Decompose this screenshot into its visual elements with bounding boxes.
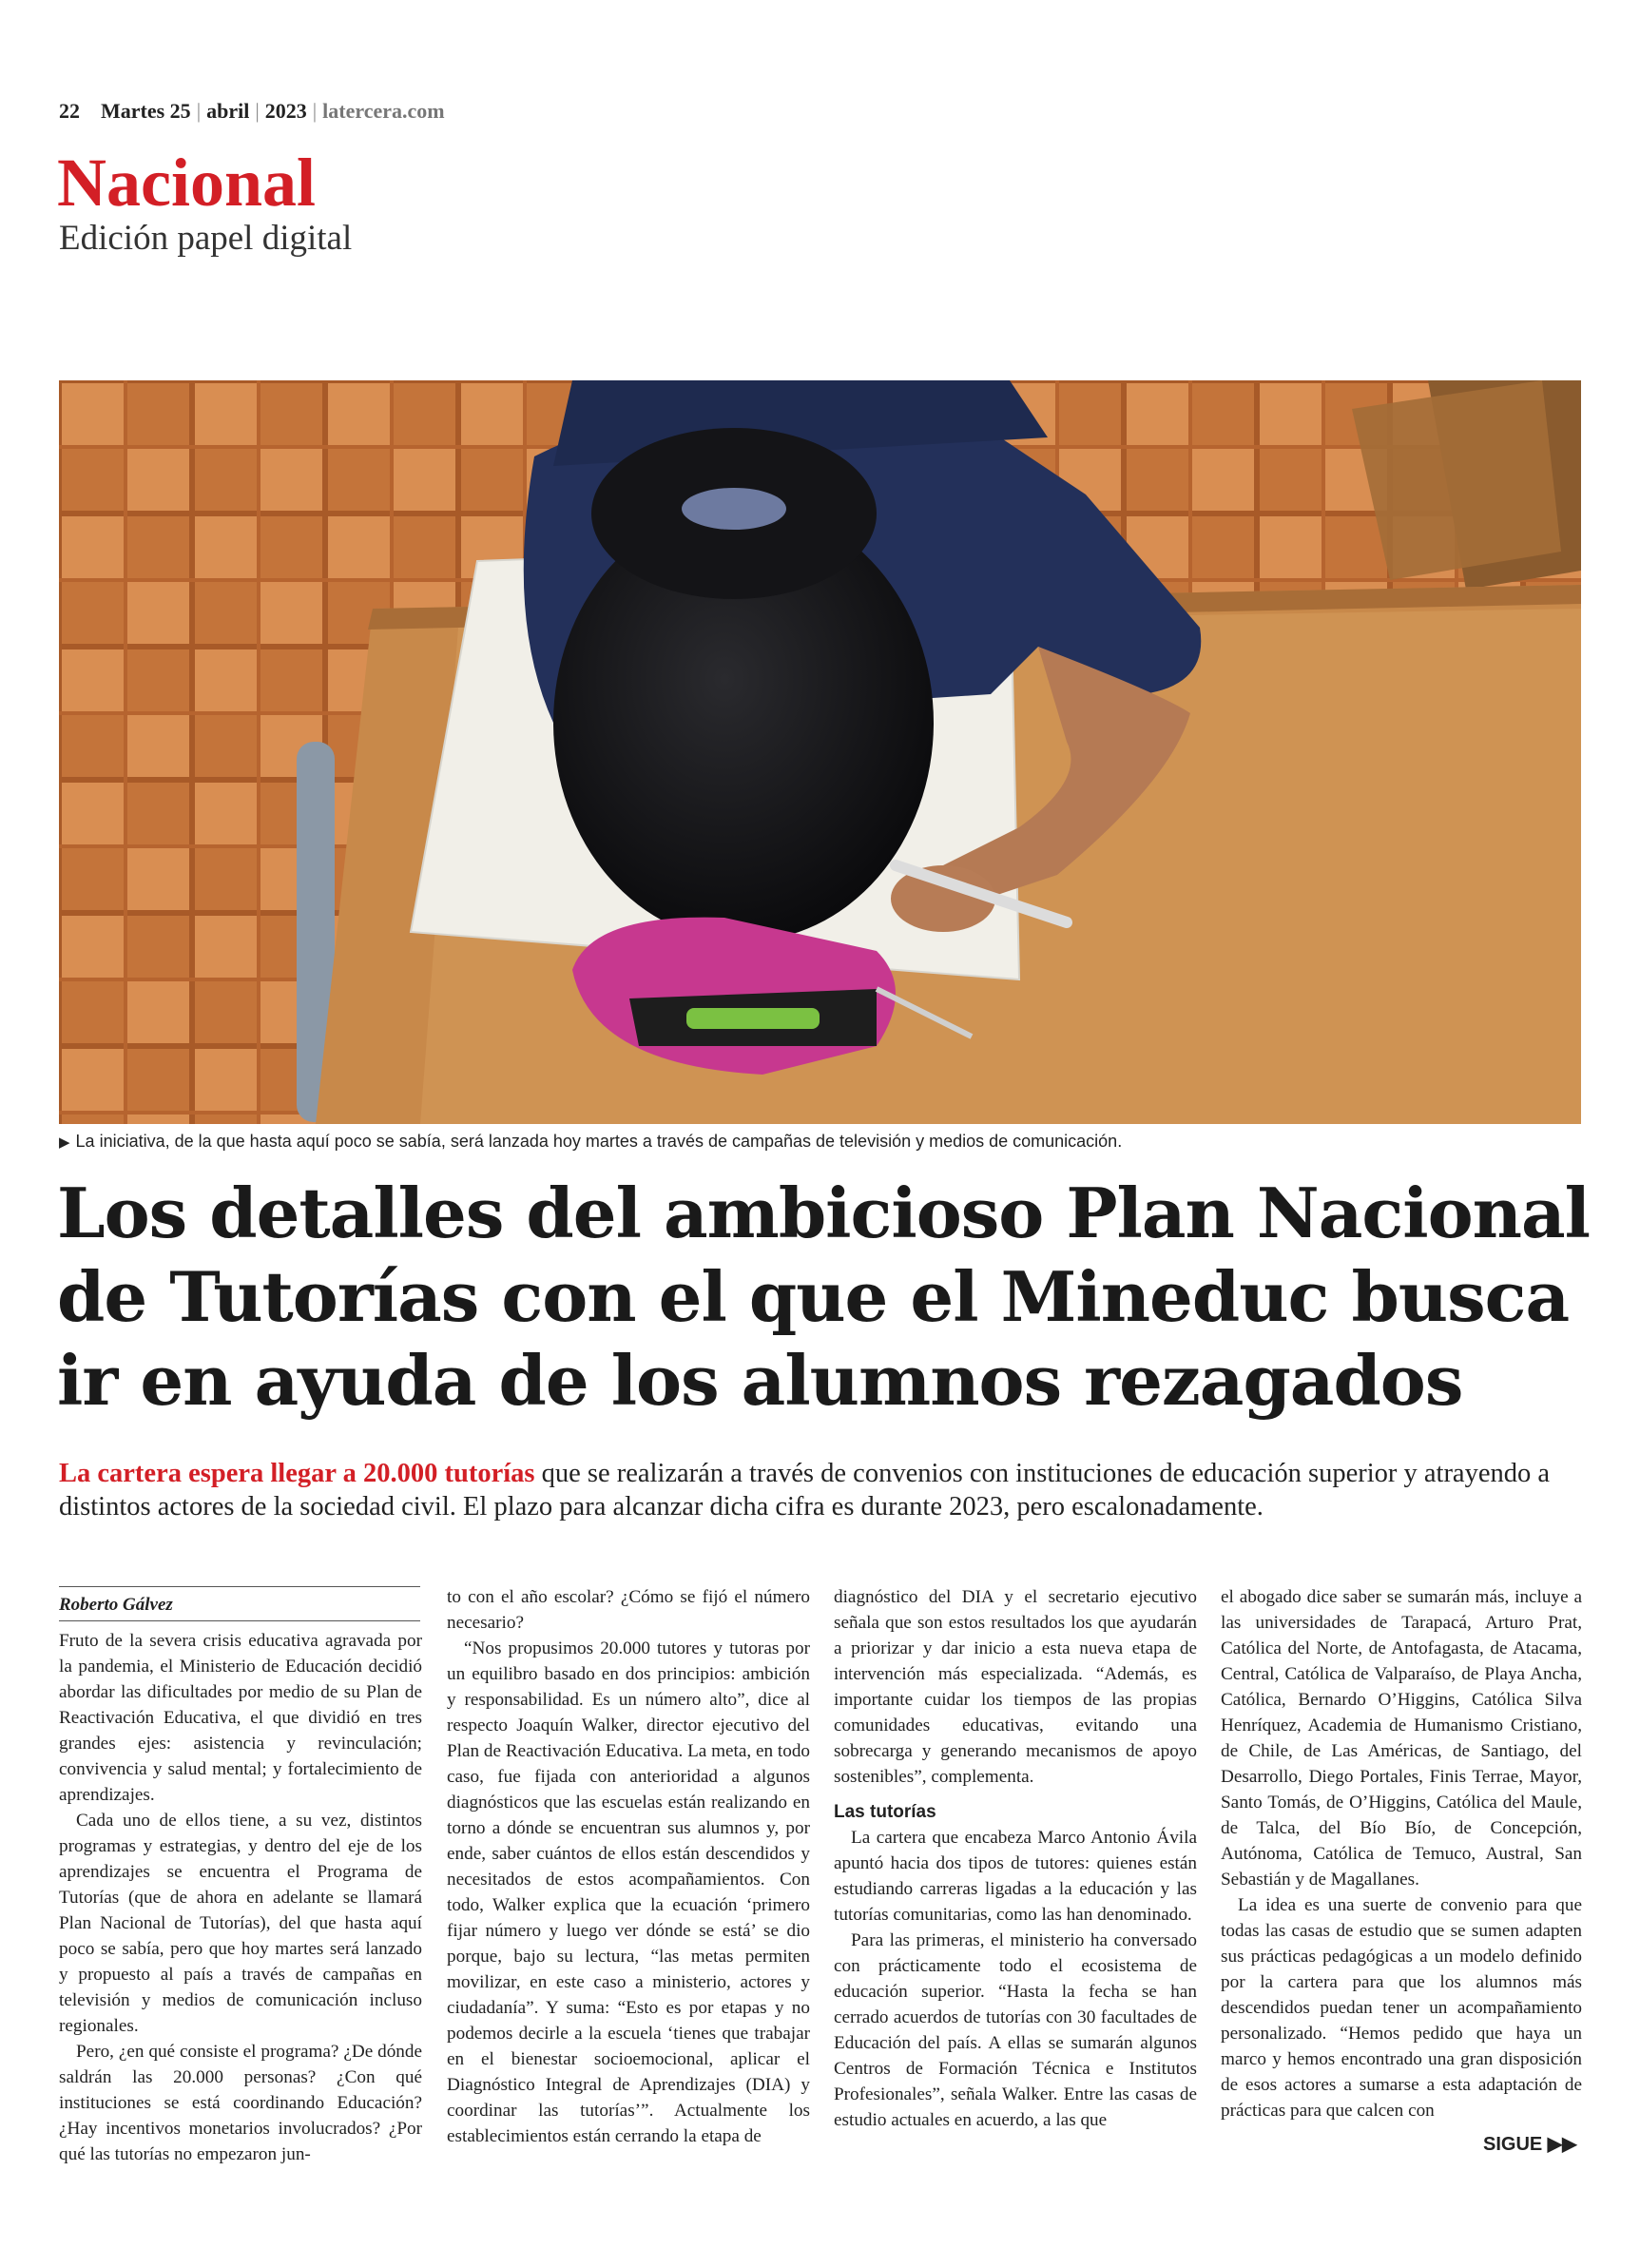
lede-highlight: La cartera espera llegar a 20.000 tutorías: [59, 1459, 535, 1488]
body-column-1: [59, 1628, 422, 2167]
body-column-2: [447, 1584, 810, 2149]
edition-label: Edición papel digital: [59, 219, 353, 258]
date-year: 2023: [264, 99, 307, 123]
body-column-3: [834, 1584, 1197, 2133]
caption-text: La iniciativa, de la que hasta aquí poco se sabía, será lanzada hoy martes a través de campañas de televisión y medios de comunicación.: [75, 1132, 1123, 1151]
date-weekday: Martes 25: [101, 99, 191, 123]
paragraph: el abogado dice saber se sumarán más, incluye a las universidades de Tarapacá, Arturo Prat, Católica del Norte, de Antofagasta, de Atacama, Central, Católica de Valparaíso, de Playa Ancha, Católica, Bernardo O’Higgins, Católica Silva Henríquez, Academia de Humanismo Cristiano, de Chile, de Las Américas, de Santiago, del Desarrollo, Diego Portales, Finis Terrae, Mayor, Santo Tomás, de O’Higgins, Católica del Maule, de Talca, del Bío Bío, de Concepción, Autónoma, Católica de Temuco, Austral, San Sebastián y de Magallanes.: [1221, 1587, 1582, 1890]
body-column-4: [1221, 1584, 1582, 2123]
article-lede: [59, 1457, 1580, 1523]
headline-line-2: de Tutorías con el que el Mineduc busca: [57, 1256, 1570, 1337]
paragraph: Cada uno de ellos tiene, a su vez, distintos programas y estrategias, y dentro del eje de los aprendizajes se encuentra el Programa de Tutorías (que de ahora en adelante se llamará Plan Nacional de Tutorías), del que hasta aquí poco se sabía, pero que hoy martes será lanzado y propuesto al país a través de campañas en televisión y medios de comunicación incluso regionales.: [59, 1811, 422, 2036]
subheading: Las tutorías: [834, 1802, 936, 1822]
caption-arrow-icon: ▶: [59, 1134, 70, 1151]
paragraph: “Nos propusimos 20.000 tutores y tutoras por un equilibro basado en dos principios: ambición y responsabilidad. Es un número alto”, dice al respecto Joaquín Walker, director ejecutivo del Plan de Reactivación Educativa. La meta, en todo caso, fue fijada con anterioridad a algunos diagnósticos que las escuelas están realizando en torno a dónde se encuentran sus alumnos y, por ende, saber cuántos de ellos están descendidos y necesitados de estos acompañamientos. Con todo, Walker explica que la ecuación ‘primero fijar número y luego ver dónde se está’ se dio porque, bajo su lectura, “las metas permiten movilizar, en este caso a ministerio, actores y ciudadanía”. Y suma: “Esto es por etapas y no podemos decirle a la escuela ‘tienes que trabajar en el bienestar socioemocional, aplicar el Diagnóstico Integral de Aprendizajes (DIA) y coordinar las tutorías’”. Actualmente los establecimientos están cerrando la etapa de: [447, 1638, 811, 2146]
headline-line-1: Los detalles del ambicioso Plan Nacional: [57, 1173, 1590, 1253]
article-byline: Roberto Gálvez: [59, 1586, 420, 1616]
paragraph: Fruto de la severa crisis educativa agravada por la pandemia, el Ministerio de Educación decidió abordar las dificultades por medio de su Plan de Reactivación Educativa, el que dividió en tres grandes ejes: asistencia y revinculación; convivencia y salud mental; y fortalecimiento de aprendizajes.: [59, 1631, 422, 1805]
paragraph: Pero, ¿en qué consiste el programa? ¿De dónde saldrán las 20.000 personas? ¿Con qué instituciones se está coordinando Educación? ¿Hay incentivos monetarios involucrados? ¿Por qué las tutorías no empezaron jun-: [59, 2042, 422, 2164]
article-headline: [57, 1172, 1597, 1423]
headline-line-3: ir en ayuda de los alumnos rezagados: [57, 1340, 1463, 1421]
site-link[interactable]: latercera.com: [322, 99, 445, 123]
photo-caption: [59, 1132, 1580, 1152]
paragraph: diagnóstico del DIA y el secretario ejecutivo señala que son estos resultados los que ayudarán a priorizar y dar inicio a esta nueva etapa de intervención más especializada. “Además, es importante cuidar los tiempos de las propias comunidades educativas, evitando una sobrecarga y generando mecanismos de apoyo sostenibles”, complementa.: [834, 1587, 1197, 1787]
lede-text: que se realizarán a través de convenios con instituciones de educación superior y atrayendo a distintos actores de la sociedad civil. El plazo para alcanzar dicha cifra es durante 2023, pero escalonadamente.: [59, 1459, 1551, 1522]
header-dateline: 22 Martes 25 | abril | 2023 | latercera.com: [59, 99, 445, 123]
paragraph: La idea es una suerte de convenio para que todas las casas de estudio que se sumen adapten sus prácticas pedagógicas a un modelo definido por la cartera para que los alumnos más descendidos puedan tener un acompañamiento personalizado. “Hemos pedido que haya un marco y hemos encontrado una gran disposición de esos actores a sumarse a esta adaptación de prácticas para que calcen con: [1221, 1895, 1582, 2121]
section-title: Nacional: [57, 145, 317, 221]
article-photo: [59, 380, 1581, 1124]
page-number: 22: [59, 99, 80, 123]
date-month: abril: [206, 99, 250, 123]
paragraph: to con el año escolar? ¿Cómo se fijó el número necesario?: [447, 1587, 810, 1633]
paragraph: La cartera que encabeza Marco Antonio Ávila apuntó hacia dos tipos de tutores: quienes están estudiando carreras ligadas a la educación y las tutorías comunitarias, como las han denominado.: [834, 1828, 1197, 1925]
byline-divider: [59, 1620, 420, 1621]
continue-link[interactable]: SIGUE ▶▶: [1483, 2134, 1577, 2155]
paragraph: Para las primeras, el ministerio ha conversado con prácticamente todo el ecosistema de educación superior. “Hasta la fecha se han cerrado acuerdos de tutorías con 30 facultades de Educación del país. A ellas se sumarán algunos Centros de Formación Técnica e Institutos Profesionales”, señala Walker. Entre las casas de estudio actuales en acuerdo, a las que: [834, 1930, 1197, 2130]
